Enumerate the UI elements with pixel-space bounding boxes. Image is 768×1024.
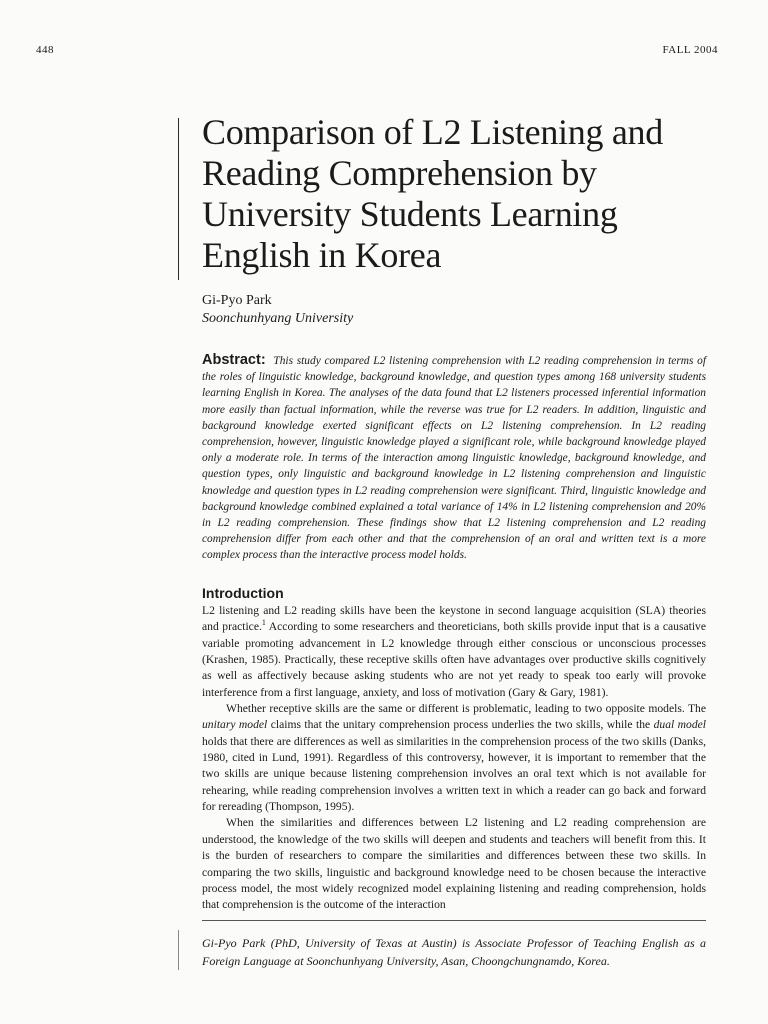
paragraph-text: According to some researchers and theoreticians, both skills provide input that is a causative variable promoting advancement in L2 knowledge through either conscious or unconscious processes (Krashen, 1985). Practically, these receptive skills often have advantages over productive skills cognitively as well as affectively because asking students who are not yet ready to speak too early will provoke interference from a first language, anxiety, and loss of motivation (Gary & Gary, 1981). bbox=[202, 620, 706, 699]
term-dual-model: dual model bbox=[653, 718, 706, 732]
margin-rule bbox=[178, 930, 179, 970]
paragraph-text: Whether receptive skills are the same or different is problematic, leading to two opposite models. The bbox=[226, 702, 706, 716]
term-unitary-model: unitary model bbox=[202, 718, 268, 732]
abstract-label: Abstract: bbox=[202, 352, 266, 368]
article-title: Comparison of L2 Listening and Reading Comprehension by University Students Learning English in Korea bbox=[202, 112, 663, 275]
author-name: Gi-Pyo Park bbox=[202, 293, 272, 308]
introduction-heading: Introduction bbox=[202, 585, 284, 601]
introduction-body bbox=[202, 603, 706, 914]
author-affiliation: Soonchunhyang University bbox=[202, 311, 354, 326]
abstract-text: This study compared L2 listening comprehension with L2 reading comprehension in terms of the roles of linguistic knowledge, background knowledge, and question types among 168 university students learning English in Korea. The analyses of the data found that L2 listeners processed inferential information more easily than factual information, while the reverse was true for L2 readers. In addition, linguistic and background knowledge exerted significant effects on L2 listening comprehension. In L2 reading comprehension, however, linguistic knowledge played a significant role, while background knowledge played only a moderate role. In terms of the interaction among linguistic knowledge, background knowledge, and question types, only linguistic and background knowledge in L2 listening comprehension and linguistic knowledge and question types in L2 reading comprehension were significant. Third, linguistic knowledge and background knowledge combined explained a total variance of 14% in L2 listening comprehension and 20% in L2 reading comprehension. These findings show that L2 listening comprehension and L2 reading comprehension differ from each other and that the comprehension of an oral and written text is a more complex process than the interactive process model holds. bbox=[202, 355, 706, 562]
paragraph bbox=[202, 603, 706, 701]
author-footnote: Gi-Pyo Park (PhD, University of Texas at Austin) is Associate Professor of Teaching English as a Foreign Language at Soonchunhyang University, Asan, Choongchungnamdo, Korea. bbox=[202, 936, 706, 968]
footnote-mark: 1 bbox=[261, 618, 266, 628]
issue-label: FALL 2004 bbox=[662, 44, 718, 56]
paragraph-text: L2 listening and L2 reading skills have been the keystone in second language acquisition (SLA) theories and practice. bbox=[202, 604, 706, 634]
paragraph-text: holds that there are differences as well as similarities in the comprehension process of the two skills (Danks, 1980, cited in Lund, 1991). Regardless of this controversy, however, it is important to remember that the two skills are unique because listening comprehension involves an oral text which is not available for rehearing, while reading comprehension involves a written text in which a reader can go back and forward for rereading (Thompson, 1995). bbox=[202, 734, 706, 814]
abstract bbox=[202, 352, 706, 564]
footnote-rule bbox=[202, 920, 706, 921]
paragraph-text: claims that the unitary comprehension process underlies the two skills, while the bbox=[267, 718, 654, 732]
paragraph bbox=[202, 701, 706, 815]
page-number: 448 bbox=[36, 44, 54, 56]
paragraph: When the similarities and differences between L2 listening and L2 reading comprehension are understood, the knowledge of the two skills will deepen and students and teachers will benefit from this. It is the burden of researchers to compare the similarities and differences between these two skills. In comparing the two skills, linguistic and background knowledge need to be chosen because the interactive process model, the most widely recognized model explaining listening and reading comprehension, holds that comprehension is the outcome of the interaction bbox=[202, 816, 706, 912]
title-rule bbox=[178, 118, 179, 280]
